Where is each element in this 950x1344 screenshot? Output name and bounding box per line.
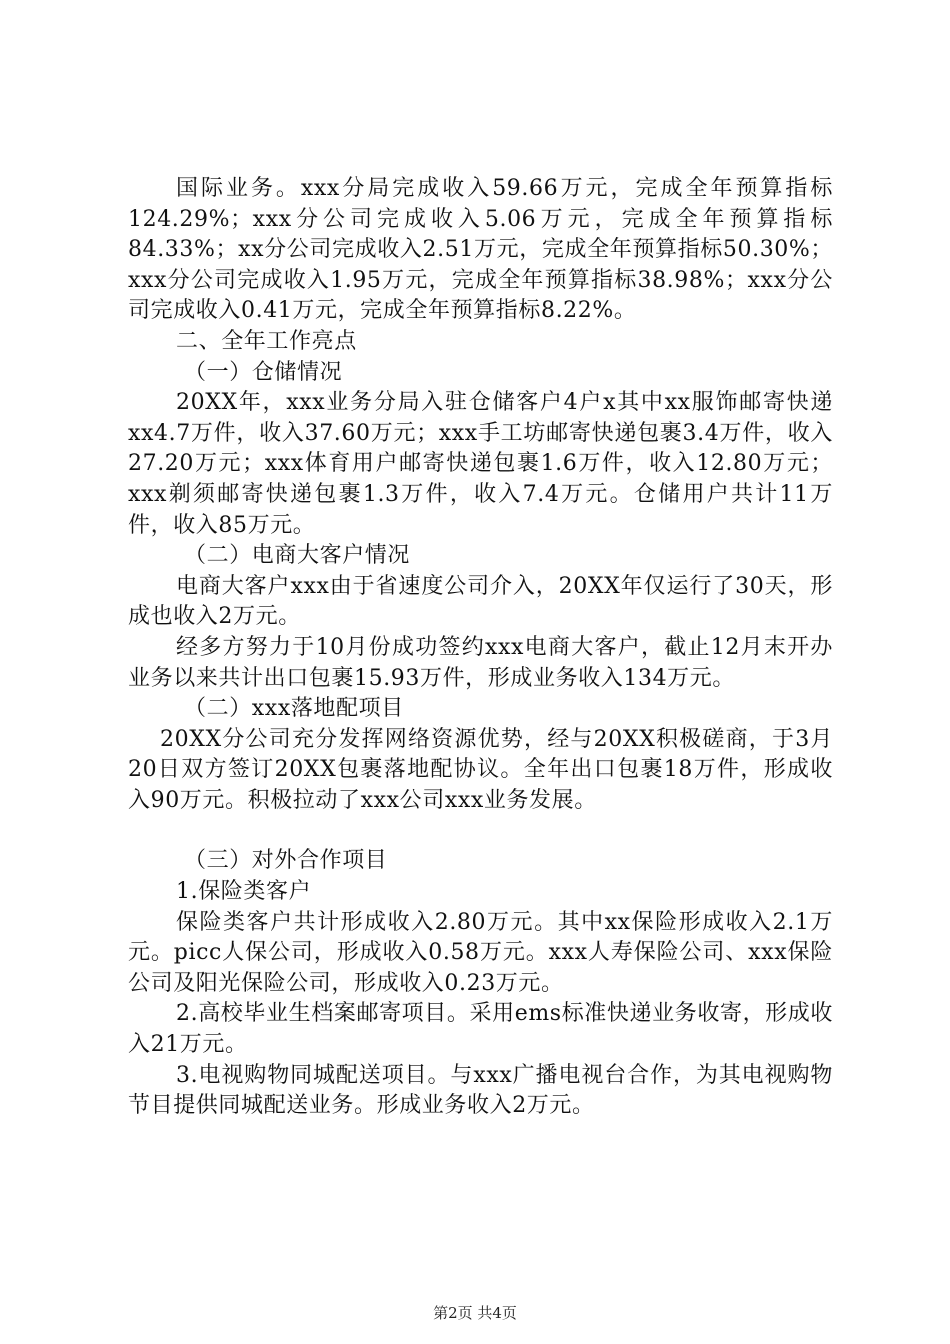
blank-line xyxy=(128,816,833,846)
subsection-heading-ecommerce: （二）电商大客户情况 xyxy=(184,543,411,569)
paragraph-insurance: 保险类客户共计形成收入2.80万元。其中xx保险形成收入2.1万元。picc人保公司，形成收入0.58万元。xxx人寿保险公司、xxx保险公司及阳光保险公司，形成收入0.23万元。 xyxy=(128,909,833,996)
paragraph-international-business: 国际业务。xxx分局完成收入59.66万元，完成全年预算指标124.29%；xxx分公司完成收入5.06万元，完成全年预算指标84.33%；xx分公司完成收入2.51万元，完成全年预算指标50.30%；xxx分公司完成收入1.95万元，完成全年预算指标38.98%；xxx分公司完成收入0.41万元，完成全年预算指标8.22%。 xyxy=(128,176,833,324)
section-heading-highlights: 二、全年工作亮点 xyxy=(176,328,357,354)
item-heading-insurance: 1.保险类客户 xyxy=(176,879,312,905)
paragraph-ecommerce-2: 经多方努力于10月份成功签约xxx电商大客户，截止12月末开办业务以来共计出口包裹15.93万件，形成业务收入134万元。 xyxy=(128,634,833,691)
paragraph-ecommerce-1: 电商大客户xxx由于省速度公司介入，20XX年仅运行了30天，形成也收入2万元。 xyxy=(128,573,833,630)
page-footer: 第2页 共4页 xyxy=(433,1304,517,1322)
document-body xyxy=(128,174,833,1122)
subsection-heading-local-delivery: （二）xxx落地配项目 xyxy=(184,696,404,722)
paragraph-local-delivery: 20XX分公司充分发挥网络资源优势，经与20XX积极磋商，于3月20日双方签订20XX包裹落地配协议。全年出口包裹18万件，形成收入90万元。积极拉动了xxx公司xxx业务发展。 xyxy=(128,726,833,813)
subsection-heading-warehousing: （一）仓储情况 xyxy=(184,359,343,385)
paragraph-graduate-archives: 2.高校毕业生档案邮寄项目。采用ems标准快递业务收寄，形成收入21万元。 xyxy=(128,1001,833,1058)
subsection-heading-cooperation: （三）对外合作项目 xyxy=(184,848,388,874)
paragraph-tv-shopping: 3.电视购物同城配送项目。与xxx广播电视台合作，为其电视购物节目提供同城配送业务。形成业务收入2万元。 xyxy=(128,1062,833,1119)
paragraph-warehousing: 20XX年，xxx业务分局入驻仓储客户4户x其中xx服饰邮寄快递xx4.7万件，收入37.60万元；xxx手工坊邮寄快递包裹3.4万件，收入27.20万元；xxx体育用户邮寄快递包裹1.6万件，收入12.80万元；xxx剃须邮寄快递包裹1.3万件，收入7.4万元。仓储用户共计11万件，收入85万元。 xyxy=(128,390,833,538)
